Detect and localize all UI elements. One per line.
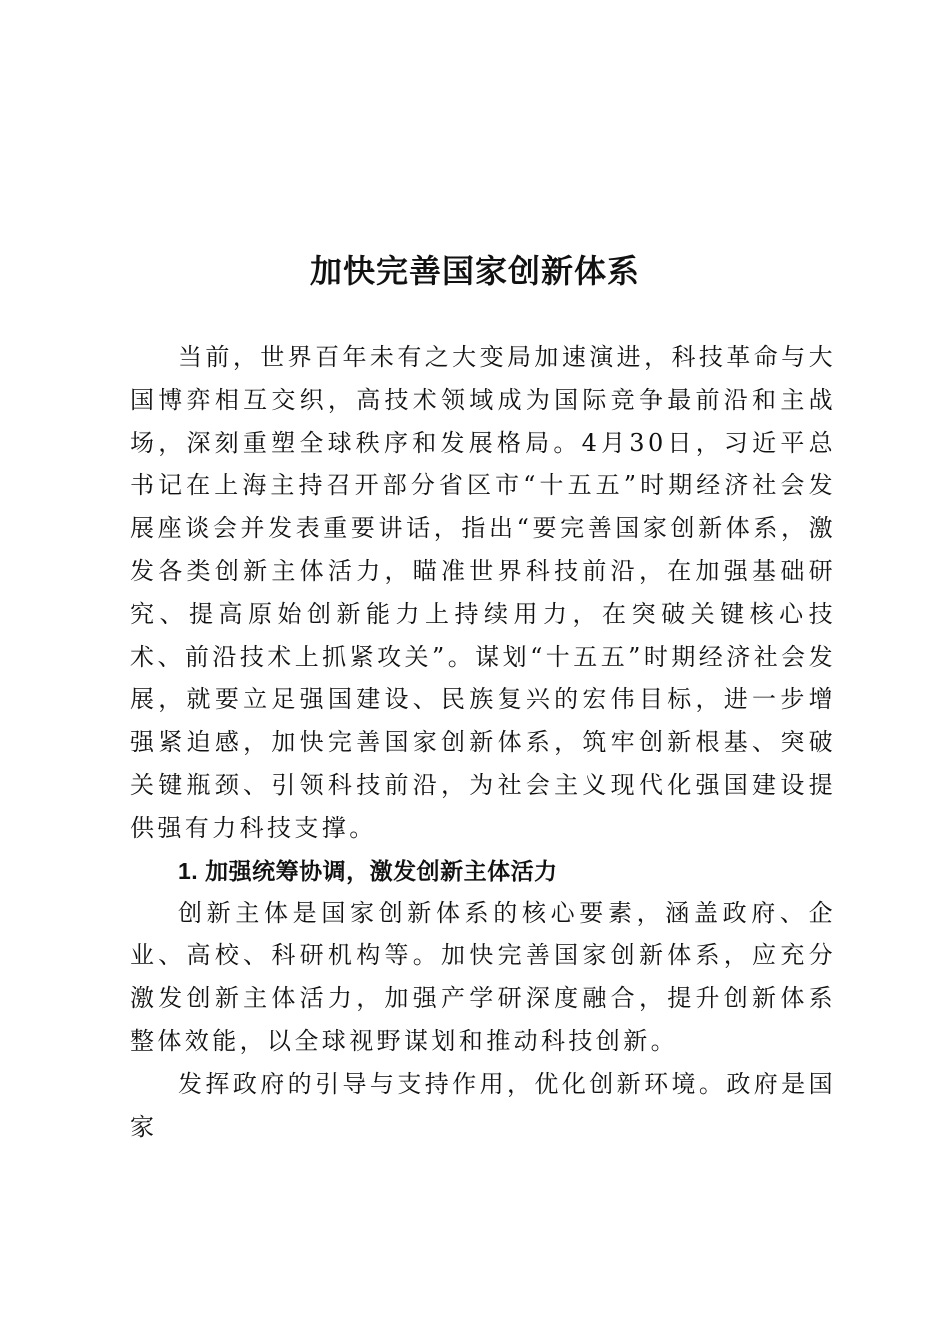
document-body xyxy=(130,336,836,1148)
intro-paragraph: 当前，世界百年未有之大变局加速演进，科技革命与大国博弈相互交织，高技术领域成为国际竞争最前沿和主战场，深刻重塑全球秩序和发展格局。4月30日，习近平总书记在上海主持召开部分省区市“十五五”时期经济社会发展座谈会并发表重要讲话，指出“要完善国家创新体系，激发各类创新主体活力，瞄准世界科技前沿，在加强基础研究、提高原始创新能力上持续用力，在突破关键核心技术、前沿技术上抓紧攻关”。谋划“十五五”时期经济社会发展，就要立足强国建设、民族复兴的宏伟目标，进一步增强紧迫感，加快完善国家创新体系，筑牢创新根基、突破关键瓶颈、引领科技前沿，为社会主义现代化强国建设提供强有力科技支撑。 xyxy=(130,343,836,842)
body-paragraph: 发挥政府的引导与支持作用，优化创新环境。政府是国家 xyxy=(130,1069,836,1141)
body-paragraph: 创新主体是国家创新体系的核心要素，涵盖政府、企业、高校、科研机构等。加快完善国家创新体系，应充分激发创新主体活力，加强产学研深度融合，提升创新体系整体效能，以全球视野谋划和推动科技创新。 xyxy=(130,898,836,1055)
section-heading: 1. 加强统筹协调，激发创新主体活力 xyxy=(178,857,558,884)
document-title: 加快完善国家创新体系 xyxy=(309,252,640,291)
